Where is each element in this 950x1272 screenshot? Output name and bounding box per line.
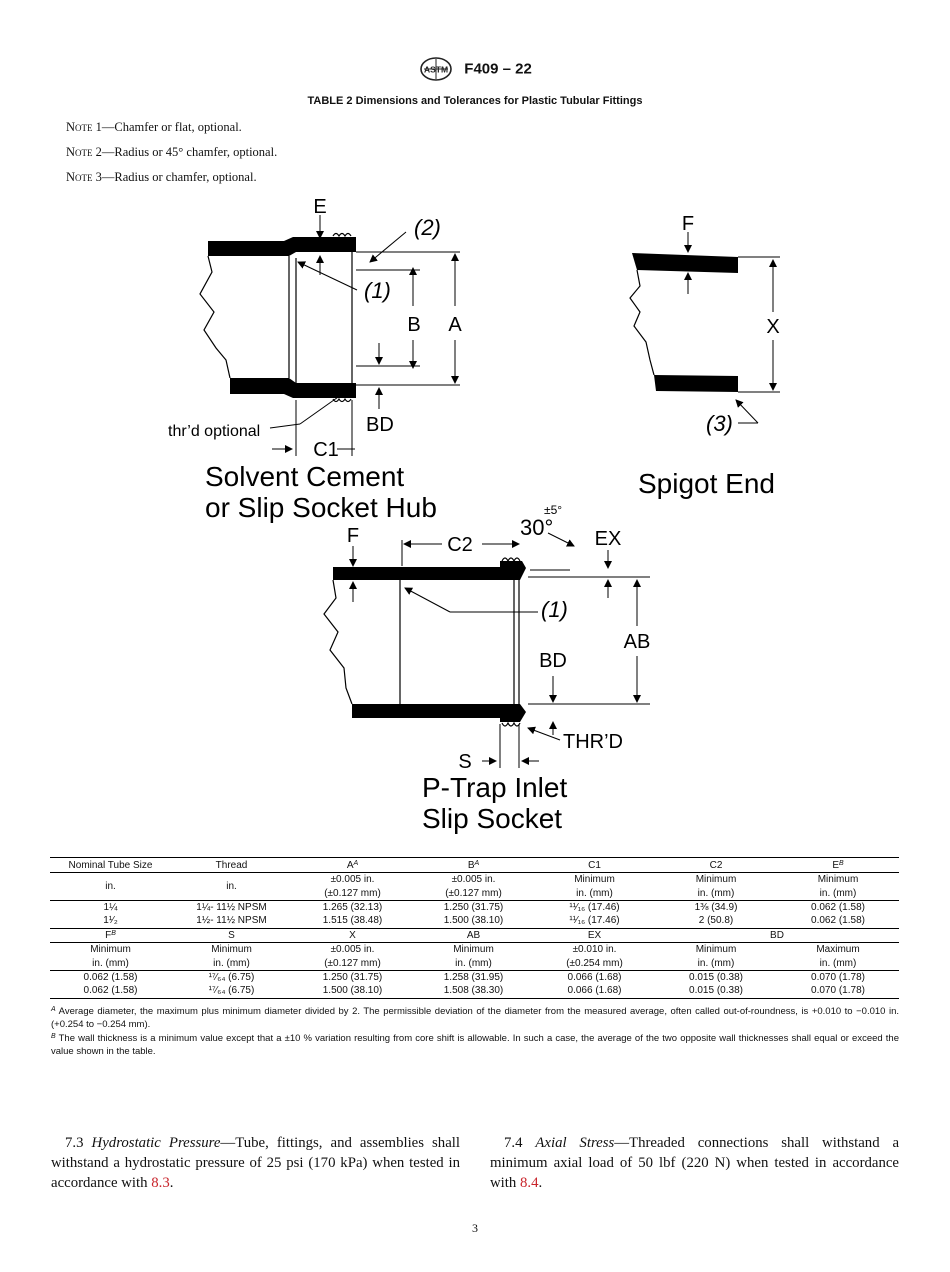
unit-cell: ±0.005 in.: [292, 942, 413, 956]
table-header-row: [50, 858, 899, 873]
svg-text:E: E: [313, 196, 327, 218]
unit-cell: Minimum: [777, 873, 899, 887]
spigot-drawing: [630, 213, 780, 499]
page-number: 3: [472, 1221, 478, 1235]
svg-text:S: S: [458, 751, 472, 773]
table-cell: 0.062 (1.58): [50, 970, 171, 984]
unit-cell: in. (mm): [92, 957, 129, 969]
table-cell: 1½- 11½ NPSM: [196, 915, 267, 927]
section-7-4: 7.4 Axial Stress—Threaded connections shall withstand a minimum axial load of 50 lbf (220 N) when tested in accordance with 8.4.: [490, 1135, 900, 1191]
table-cell: 2 (50.8): [698, 915, 734, 927]
footnote-b: $^B$ The wall thickness is a minimum value except that a ±10 % variation resulting from core shift is allowable. In such a case, the average of the two opposite wall thicknesses shall equal or exceed the value shown in the table.: [51, 1033, 899, 1057]
unit-cell: Minimum: [655, 873, 777, 887]
table-cell: ¹⁷⁄₆₄ (6.75): [171, 984, 292, 998]
svg-text:or Slip Socket Hub: or Slip Socket Hub: [205, 492, 437, 523]
table-header-row: [50, 928, 899, 942]
ptrap-bottom-wall: [352, 704, 526, 722]
table-cell: 0.062 (1.58): [777, 900, 899, 914]
col-header: $B^A$: [413, 858, 534, 873]
table-cell: 1.250 (31.75): [292, 970, 413, 984]
note-2: Note 2—Radius or 45° chamfer, optional.: [66, 145, 278, 159]
ref-link-8-3[interactable]: 8.3: [151, 1175, 170, 1191]
unit-cell: in. (mm): [213, 957, 250, 969]
svg-text:C2: C2: [447, 534, 473, 556]
table-cell: 1¼- 11½ NPSM: [171, 900, 292, 914]
unit-cell: in. (mm): [697, 887, 735, 899]
svg-text:F: F: [346, 525, 360, 547]
unit-cell: Minimum: [50, 942, 171, 956]
unit-cell: in.: [50, 873, 171, 901]
unit-cell: in. (mm): [576, 887, 613, 899]
hub-bottom-wall: [230, 378, 356, 398]
units-row: [50, 873, 899, 887]
unit-cell: (±0.254 mm): [566, 957, 623, 969]
table-cell: 0.066 (1.68): [534, 984, 655, 998]
svg-text:P-Trap Inlet: P-Trap Inlet: [422, 772, 568, 803]
note-3: Note 3—Radius or chamfer, optional.: [66, 170, 257, 184]
fitting-diagram: [140, 190, 820, 840]
col-header: Nominal Tube Size: [50, 858, 171, 873]
table-cell: 1.265 (32.13): [292, 900, 413, 914]
note-1: Note 1—Chamfer or flat, optional.: [66, 120, 242, 134]
unit-cell: ±0.005 in.: [413, 873, 534, 887]
table-row: [50, 970, 899, 984]
col-header: C2: [655, 858, 777, 873]
unit-cell: ±0.010 in.: [534, 942, 655, 956]
table-cell: 0.070 (1.78): [777, 984, 899, 998]
table-cell: 1.500 (38.10): [443, 915, 504, 927]
svg-text:THR’D: THR’D: [563, 731, 623, 753]
unit-cell: in. (mm): [819, 887, 857, 899]
ptrap-drawing: [324, 503, 650, 834]
svg-text:Solvent Cement: Solvent Cement: [205, 461, 405, 492]
unit-cell: Minimum: [534, 873, 655, 887]
col-header: EX: [534, 928, 655, 942]
unit-cell: in.: [171, 873, 292, 901]
table-cell: 1.250 (31.75): [413, 900, 534, 914]
svg-text:EX: EX: [594, 528, 622, 550]
svg-text:X: X: [766, 316, 780, 338]
table-row: [50, 914, 899, 928]
col-header: AB: [413, 928, 534, 942]
standard-designation: F409 – 22: [464, 60, 532, 78]
table-cell: 1.508 (38.30): [413, 984, 534, 998]
table-cell: 1¼: [50, 900, 171, 914]
table-cell: 0.015 (0.38): [655, 970, 777, 984]
unit-cell: (±0.127 mm): [324, 887, 381, 899]
unit-cell: Minimum: [171, 942, 292, 956]
svg-text:C1: C1: [313, 439, 339, 461]
col-header: C1: [534, 858, 655, 873]
astm-logo-icon: [418, 56, 454, 82]
table-cell: 1.515 (38.48): [322, 915, 383, 927]
table-row: [50, 984, 899, 998]
svg-text:F: F: [681, 213, 695, 235]
svg-text:(2): (2): [414, 215, 441, 240]
table-cell: 1.258 (31.95): [413, 970, 534, 984]
ref-link-8-4[interactable]: 8.4: [520, 1175, 539, 1191]
table-cell: ¹⁷⁄₆₄ (6.75): [171, 970, 292, 984]
unit-cell: ±0.005 in.: [292, 873, 413, 887]
table-cell: 0.015 (0.38): [655, 984, 777, 998]
unit-cell: in. (mm): [697, 957, 735, 969]
table-cell: 1⅜ (34.9): [655, 900, 777, 914]
table-cell: ¹¹⁄₁₆ (17.46): [569, 915, 620, 927]
svg-text:30°: 30°: [520, 515, 554, 540]
dimensions-table: [50, 857, 899, 999]
table-cell: 0.070 (1.78): [777, 970, 899, 984]
unit-cell: Minimum: [655, 942, 777, 956]
svg-text:(3): (3): [706, 411, 733, 436]
svg-text:ASTM: ASTM: [424, 64, 449, 75]
table-cell: 1¹⁄₂: [103, 915, 118, 927]
col-header: S: [171, 928, 292, 942]
svg-text:±5°: ±5°: [544, 503, 563, 517]
col-header: BD: [655, 928, 899, 942]
col-header: X: [292, 928, 413, 942]
units-row: [50, 942, 899, 956]
table-cell: 0.062 (1.58): [50, 984, 171, 998]
table-cell: ¹¹⁄₁₆ (17.46): [534, 900, 655, 914]
ptrap-top-wall: [333, 561, 526, 580]
footnote-a: $^A$ Average diameter, the maximum plus minimum diameter divided by 2. The permissible deviation of the diameter from the measured average, often called out-of-roundness, is +0.010 to −0.010 in. (+0.254 to −0.254 mm).: [51, 1006, 899, 1030]
svg-text:(1): (1): [541, 597, 568, 622]
svg-text:Spigot End: Spigot End: [638, 468, 775, 499]
svg-text:BD: BD: [366, 414, 394, 436]
spigot-bottom-wall: [654, 375, 738, 392]
spigot-top-wall: [632, 253, 738, 273]
svg-text:thr’d optional: thr’d optional: [168, 423, 261, 440]
col-header: Thread: [171, 858, 292, 873]
svg-text:Slip Socket: Slip Socket: [422, 803, 563, 834]
unit-cell: (±0.127 mm): [324, 957, 381, 969]
unit-cell: Minimum: [413, 942, 534, 956]
table-cell: 1.500 (38.10): [292, 984, 413, 998]
svg-text:AB: AB: [623, 631, 651, 653]
table-title: TABLE 2 Dimensions and Tolerances for Plastic Tubular Fittings: [307, 95, 643, 107]
unit-cell: Maximum: [777, 942, 899, 956]
col-header: $F^B$: [50, 928, 171, 942]
svg-text:A: A: [448, 314, 462, 336]
page-header: [0, 56, 950, 82]
svg-text:(1): (1): [364, 278, 391, 303]
col-header: $E^B$: [777, 858, 899, 873]
unit-cell: in. (mm): [455, 957, 492, 969]
units-row: [50, 956, 899, 970]
col-header: $A^A$: [292, 858, 413, 873]
svg-text:BD: BD: [539, 650, 567, 672]
unit-cell: (±0.127 mm): [445, 887, 502, 899]
table-cell: 0.062 (1.58): [811, 915, 865, 927]
hub-top-wall: [208, 237, 356, 256]
section-7-3: 7.3 Hydrostatic Pressure—Tube, fittings, and assemblies shall withstand a hydrostatic pressure of 25 psi (170 kPa) when tested in accordance with 8.3.: [51, 1135, 460, 1191]
table-row: [50, 900, 899, 914]
unit-cell: in. (mm): [819, 957, 857, 969]
table-cell: 0.066 (1.68): [534, 970, 655, 984]
svg-text:B: B: [407, 314, 421, 336]
hub-drawing: [168, 196, 462, 523]
